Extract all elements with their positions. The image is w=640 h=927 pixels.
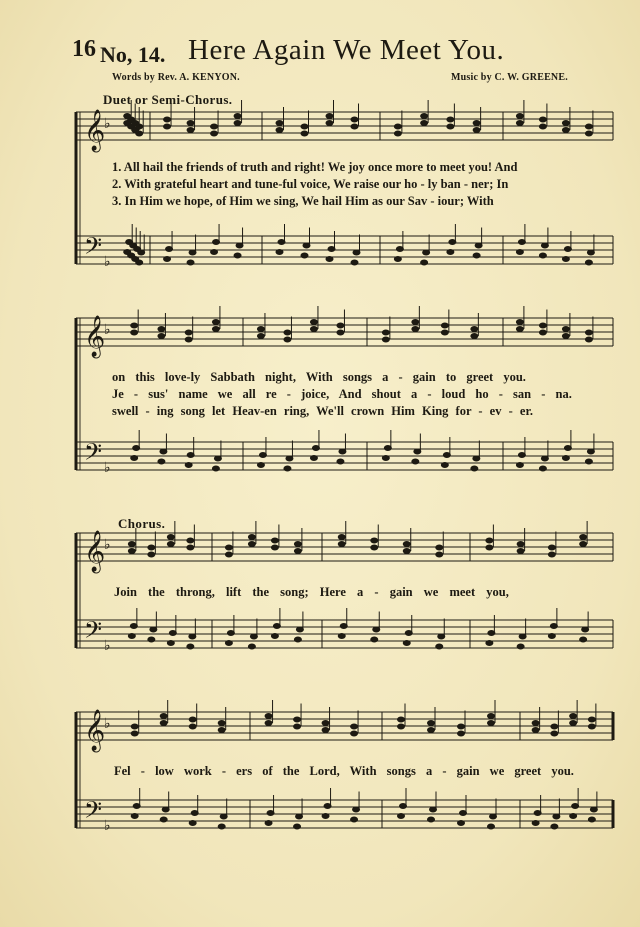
notehead (548, 545, 556, 551)
notehead (147, 637, 155, 643)
notehead (338, 633, 346, 639)
notehead (163, 256, 171, 262)
verse-2-line-a: 2. With grateful heart and tune-ful voice, We raise our ho - ly ban - ner; In (112, 177, 509, 191)
notehead (516, 249, 524, 255)
page-number: 16 (72, 36, 96, 62)
notehead (435, 545, 443, 551)
notehead (257, 326, 265, 332)
notehead (248, 541, 256, 547)
notehead (457, 731, 465, 737)
notehead (562, 256, 570, 262)
notehead (569, 813, 577, 819)
notehead (186, 545, 194, 551)
treble-clef: 𝄞 (84, 110, 106, 151)
notehead (394, 124, 402, 130)
notehead (128, 548, 136, 554)
notehead (157, 459, 165, 465)
notehead (516, 319, 524, 325)
notehead (585, 330, 593, 336)
notehead (562, 455, 570, 461)
notehead (128, 541, 136, 547)
notehead (248, 534, 256, 540)
notehead (130, 323, 138, 329)
notehead (588, 724, 596, 730)
notehead (550, 824, 558, 830)
notehead (420, 120, 428, 126)
notehead (218, 824, 226, 830)
notehead (435, 644, 443, 650)
notehead (265, 713, 273, 719)
notehead (403, 548, 411, 554)
notehead (160, 720, 168, 726)
notehead (283, 466, 291, 472)
notehead (457, 820, 465, 826)
notehead (517, 644, 525, 650)
notehead (147, 545, 155, 551)
notehead (310, 319, 318, 325)
notehead (411, 319, 419, 325)
flat-sign: ♭ (104, 537, 111, 553)
notehead (276, 127, 284, 133)
hymn-title: Here Again We Meet You. (188, 34, 505, 66)
notehead (234, 120, 242, 126)
notehead (185, 337, 193, 343)
notehead (128, 633, 136, 639)
chorus-label: Chorus. (118, 516, 166, 531)
notehead (470, 333, 478, 339)
notehead (351, 117, 359, 123)
notehead (394, 256, 402, 262)
notehead (157, 333, 165, 339)
notehead (532, 727, 540, 733)
notehead (293, 717, 301, 723)
notehead (485, 538, 493, 544)
notehead (446, 249, 454, 255)
notehead (276, 120, 284, 126)
notehead (257, 462, 265, 468)
notehead (131, 813, 139, 819)
notehead (326, 113, 334, 119)
notehead (441, 462, 449, 468)
notehead (276, 249, 284, 255)
verse-1-line-a: 1. All hail the friends of truth and right! We joy once more to meet you! And (112, 160, 518, 174)
notehead (539, 124, 547, 130)
notehead (517, 548, 525, 554)
music-credit: Music by C. W. GREENE. (451, 72, 568, 83)
notehead (585, 124, 593, 130)
notehead (293, 824, 301, 830)
flat-sign: ♭ (104, 638, 111, 654)
notehead (310, 326, 318, 332)
notehead (579, 541, 587, 547)
notehead (539, 330, 547, 336)
notehead (135, 260, 143, 266)
notehead (411, 459, 419, 465)
notehead (516, 326, 524, 332)
notehead (585, 459, 593, 465)
notehead (569, 713, 577, 719)
notehead (167, 640, 175, 646)
notehead (539, 466, 547, 472)
notehead (212, 319, 220, 325)
notehead (351, 124, 359, 130)
notehead (130, 330, 138, 336)
notehead (187, 127, 195, 133)
notehead (350, 724, 358, 730)
notehead (189, 724, 197, 730)
notehead (301, 253, 309, 259)
notehead (562, 326, 570, 332)
notehead (370, 545, 378, 551)
notehead (579, 637, 587, 643)
flat-sign: ♭ (104, 460, 111, 476)
notehead (585, 131, 593, 137)
notehead (397, 813, 405, 819)
notehead (210, 131, 218, 137)
notehead (187, 120, 195, 126)
notehead (301, 131, 309, 137)
notehead (487, 824, 495, 830)
notehead (470, 326, 478, 332)
notehead (403, 541, 411, 547)
notehead (562, 333, 570, 339)
notehead (420, 113, 428, 119)
notehead (427, 720, 435, 726)
notehead (550, 724, 558, 730)
notehead (457, 724, 465, 730)
notehead (532, 720, 540, 726)
notehead (225, 552, 233, 558)
notehead (210, 249, 218, 255)
notehead (160, 713, 168, 719)
notehead (157, 326, 165, 332)
notehead (435, 552, 443, 558)
notehead (338, 534, 346, 540)
notehead (338, 541, 346, 547)
notehead (382, 337, 390, 343)
notehead (167, 541, 175, 547)
bass-clef: 𝄢 (84, 438, 103, 471)
chorus-lyric-1: Join the throng, lift the song; Here a - gain we meet you, (114, 585, 509, 599)
notehead (167, 534, 175, 540)
notehead (569, 720, 577, 726)
notehead (473, 253, 481, 259)
notehead (548, 633, 556, 639)
treble-clef: 𝄞 (84, 316, 106, 357)
notehead (131, 724, 139, 730)
notehead (131, 731, 139, 737)
notehead (265, 820, 273, 826)
notehead (539, 253, 547, 259)
notehead (322, 720, 330, 726)
notehead (212, 466, 220, 472)
notehead (294, 637, 302, 643)
notehead (163, 117, 171, 123)
verse-3-line-b: swell - ing song let Heav-en ring, We'll crown Him King for - ev - er. (112, 404, 533, 418)
notehead (382, 330, 390, 336)
words-credit: Words by Rev. A. KENYON. (112, 72, 240, 83)
notehead (394, 131, 402, 137)
notehead (336, 330, 344, 336)
notehead (283, 337, 291, 343)
notehead (516, 462, 524, 468)
notehead (411, 326, 419, 332)
notehead (473, 127, 481, 133)
notehead (135, 131, 143, 137)
notehead (186, 538, 194, 544)
flat-sign: ♭ (104, 322, 111, 338)
notehead (130, 455, 138, 461)
notehead (579, 534, 587, 540)
chorus-lyric-2: Fel - low work - ers of the Lord, With songs a - gain we greet you. (114, 764, 574, 778)
notehead (234, 253, 242, 259)
flat-sign: ♭ (104, 716, 111, 732)
notehead (301, 124, 309, 130)
notehead (548, 552, 556, 558)
notehead (550, 731, 558, 737)
notehead (336, 323, 344, 329)
notehead (326, 120, 334, 126)
notehead (485, 545, 493, 551)
notehead (446, 124, 454, 130)
treble-clef: 𝄞 (84, 531, 106, 572)
notehead (212, 326, 220, 332)
notehead (225, 545, 233, 551)
notehead (257, 333, 265, 339)
flat-sign: ♭ (104, 818, 111, 834)
notehead (160, 817, 168, 823)
notehead (271, 633, 279, 639)
notehead (310, 455, 318, 461)
notehead (487, 720, 495, 726)
notehead (588, 717, 596, 723)
notehead (403, 640, 411, 646)
notehead (322, 813, 330, 819)
notehead (516, 113, 524, 119)
notehead (487, 713, 495, 719)
notehead (516, 120, 524, 126)
bass-clef: 𝄢 (84, 616, 103, 649)
notehead (562, 120, 570, 126)
notehead (135, 124, 143, 130)
notehead (470, 466, 478, 472)
notehead (186, 644, 194, 650)
notehead (397, 724, 405, 730)
notehead (485, 640, 493, 646)
verse-2-line-b: Je - sus' name we all re - joice, And shout a - loud ho - san - na. (112, 387, 572, 401)
notehead (248, 644, 256, 650)
notehead (370, 637, 378, 643)
notehead (351, 260, 359, 266)
notehead (446, 117, 454, 123)
notehead (562, 127, 570, 133)
notehead (234, 113, 242, 119)
notehead (185, 462, 193, 468)
bass-clef: 𝄢 (84, 796, 103, 829)
notehead (322, 727, 330, 733)
notehead (585, 337, 593, 343)
notehead (210, 124, 218, 130)
notehead (441, 323, 449, 329)
notehead (189, 717, 197, 723)
notehead (420, 260, 428, 266)
notehead (293, 724, 301, 730)
notehead (427, 727, 435, 733)
hymn-number: No, 14. (100, 42, 166, 67)
notehead (294, 548, 302, 554)
notehead (218, 720, 226, 726)
notehead (265, 720, 273, 726)
notehead (271, 545, 279, 551)
notehead (294, 541, 302, 547)
notehead (441, 330, 449, 336)
notehead (283, 330, 291, 336)
notehead (185, 330, 193, 336)
notehead (382, 455, 390, 461)
notehead (147, 552, 155, 558)
flat-sign: ♭ (104, 254, 111, 270)
bass-clef: 𝄢 (84, 232, 103, 265)
notehead (350, 817, 358, 823)
treble-clef: 𝄞 (84, 710, 106, 751)
notehead (326, 256, 334, 262)
notehead (585, 260, 593, 266)
notehead (271, 538, 279, 544)
notehead (539, 323, 547, 329)
flat-sign: ♭ (104, 116, 111, 132)
duet-label: Duet or Semi-Chorus. (103, 92, 233, 107)
notehead (163, 124, 171, 130)
notehead (189, 820, 197, 826)
notehead (588, 817, 596, 823)
notehead (187, 260, 195, 266)
verse-3-line-a: 3. In Him we hope, of Him we sing, We hail Him as our Sav - iour; With (112, 194, 494, 208)
notehead (427, 817, 435, 823)
notehead (397, 717, 405, 723)
notehead (350, 731, 358, 737)
notehead (225, 640, 233, 646)
notehead (336, 459, 344, 465)
verse-1-line-b: on this love-ly Sabbath night, With songs a - gain to greet you. (112, 370, 526, 384)
notehead (539, 117, 547, 123)
notehead (517, 541, 525, 547)
notehead (532, 820, 540, 826)
notehead (370, 538, 378, 544)
notehead (218, 727, 226, 733)
notehead (473, 120, 481, 126)
